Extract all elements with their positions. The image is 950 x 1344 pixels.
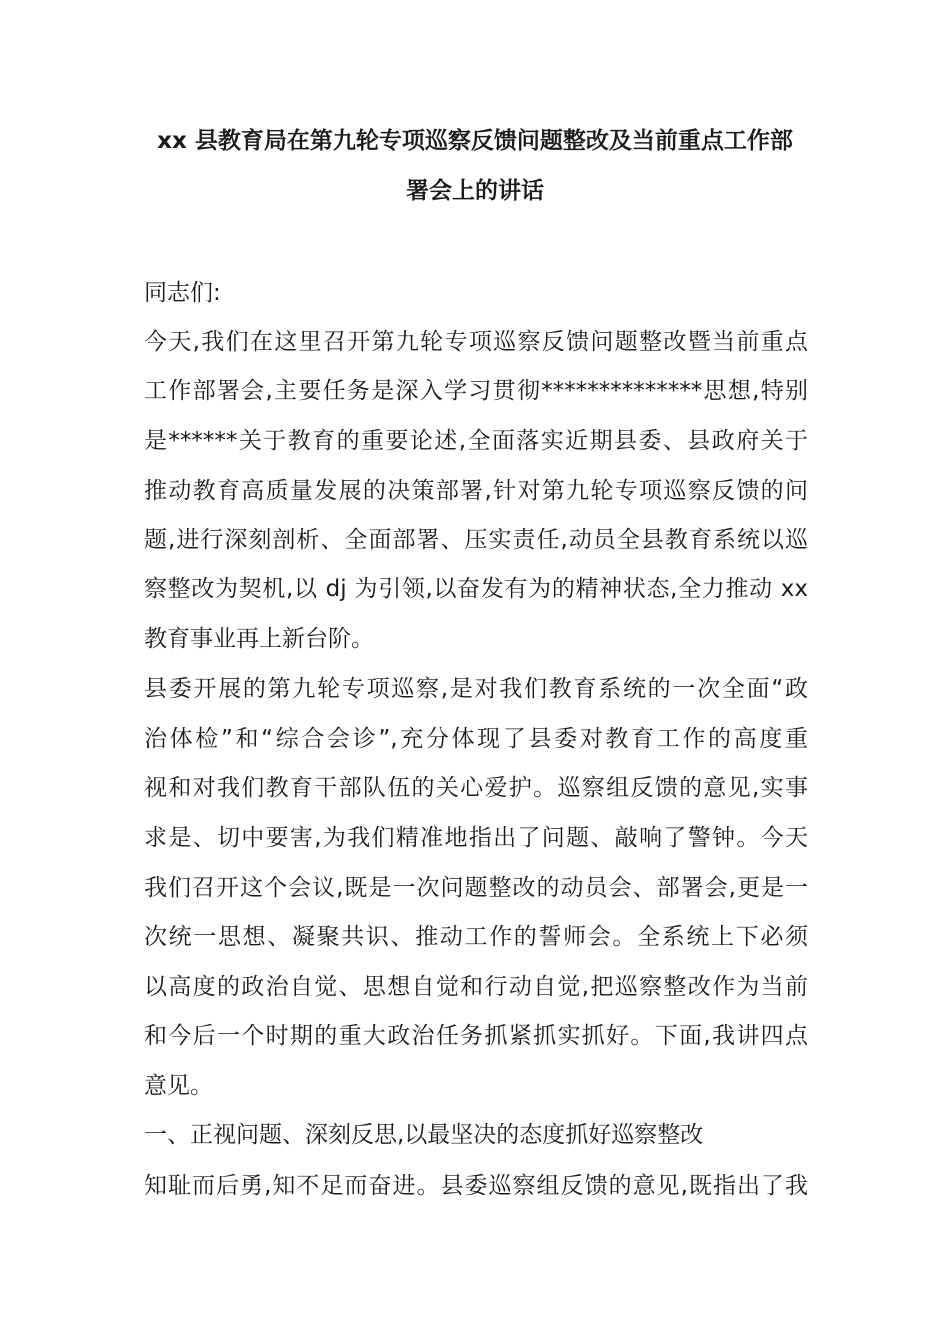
document-title-line-2: 署会上的讲话 xyxy=(406,178,544,204)
body-line: 以高度的政治自觉、思想自觉和行动自觉,把巡察整改作为当前 xyxy=(144,974,808,1000)
salutation: 同志们: xyxy=(144,280,221,306)
body-line: 意见。 xyxy=(144,1073,213,1099)
section-heading: 一、正视问题、深刻反思,以最坚决的态度抓好巡察整改 xyxy=(144,1122,704,1148)
body-line: 知耻而后勇,知不足而奋进。县委巡察组反馈的意见,既指出了我 xyxy=(144,1173,808,1199)
body-line: 推动教育高质量发展的决策部署,针对第九轮专项巡察反馈的问 xyxy=(144,478,808,504)
body-line: 今天,我们在这里召开第九轮专项巡察反馈问题整改暨当前重点 xyxy=(144,329,808,355)
body-line: 教育事业再上新台阶。 xyxy=(144,626,374,652)
body-line: 治体检”和“综合会诊”,充分体现了县委对教育工作的高度重 xyxy=(144,726,808,752)
document-title-line-1: xx 县教育局在第九轮专项巡察反馈问题整改及当前重点工作部 xyxy=(157,128,793,154)
body-line: 求是、切中要害,为我们精准地指出了问题、敲响了警钟。今天 xyxy=(144,825,808,851)
body-line: 县委开展的第九轮专项巡察,是对我们教育系统的一次全面“政 xyxy=(144,676,808,702)
body-line: 是******关于教育的重要论述,全面落实近期县委、县政府关于 xyxy=(144,428,808,454)
body-line: 我们召开这个会议,既是一次问题整改的动员会、部署会,更是一 xyxy=(144,875,808,901)
body-line: 察整改为契机,以 dj 为引领,以奋发有为的精神状态,全力推动 xx xyxy=(144,576,808,602)
body-line: 题,进行深刻剖析、全面部署、压实责任,动员全县教育系统以巡 xyxy=(144,527,808,553)
body-line: 视和对我们教育干部队伍的关心爱护。巡察组反馈的意见,实事 xyxy=(144,775,808,801)
body-line: 工作部署会,主要任务是深入学习贯彻**************思想,特别 xyxy=(144,378,808,404)
body-line: 和今后一个时期的重大政治任务抓紧抓实抓好。下面,我讲四点 xyxy=(144,1023,808,1049)
body-line: 次统一思想、凝聚共识、推动工作的誓师会。全系统上下必须 xyxy=(144,924,808,950)
